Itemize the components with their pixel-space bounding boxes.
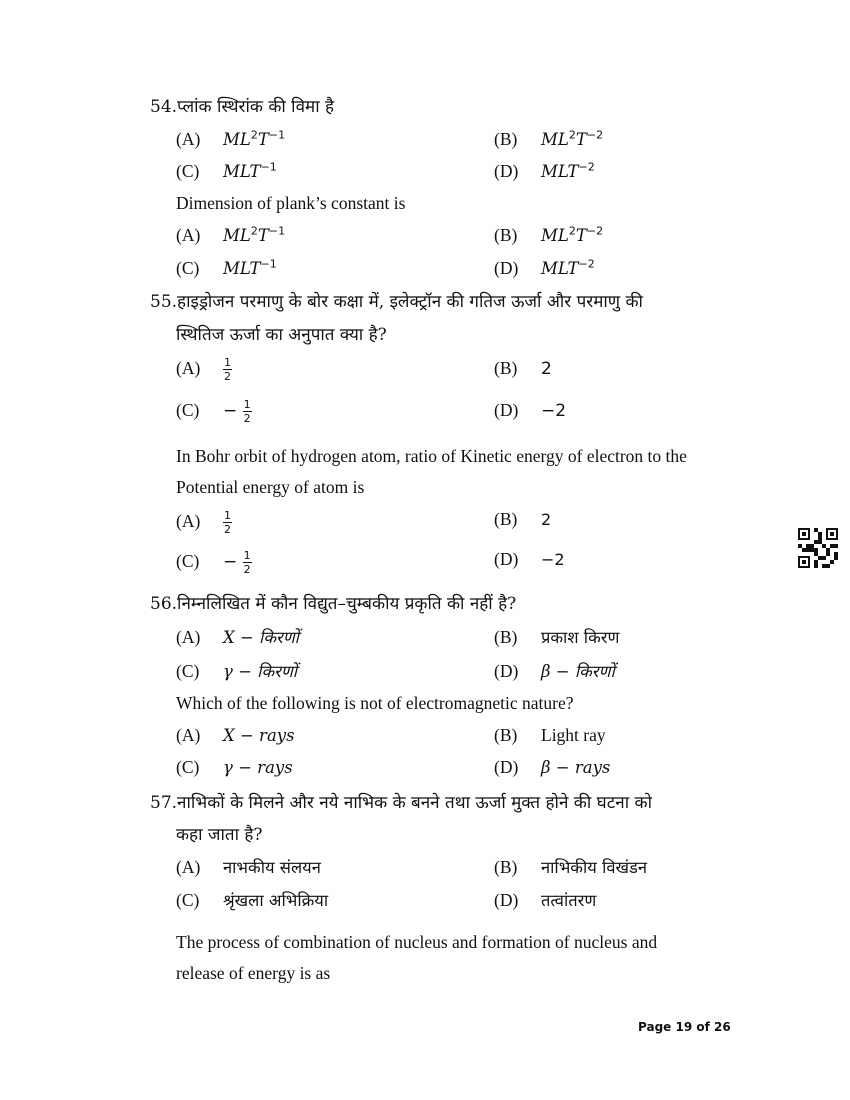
q57-english-line1: The process of combination of nucleus and formation of nucleus and — [176, 932, 658, 952]
q55-en-option-b: (B) 2 — [494, 509, 552, 529]
q54-hindi: 54.प्लांक स्थिरांक की विमा है — [150, 97, 335, 117]
q56-option-a: (A) X − किरणों — [176, 627, 299, 647]
q56-en-option-b: (B) Light ray — [494, 725, 606, 745]
q56-option-c: (C) γ − किरणों — [176, 661, 298, 681]
q57-option-d: (D) तत्वांतरण — [494, 890, 597, 910]
q55-option-a: (A) $\frac{1}{2}$ — [176, 356, 231, 383]
q56-en-option-c: (C) γ − rays — [176, 757, 293, 777]
q55-en-option-d: (D) −2 — [494, 549, 565, 569]
q55-english-line1: In Bohr orbit of hydrogen atom, ratio of Kinetic energy of electron to the — [176, 446, 687, 466]
q56-en-option-d: (D) β − rays — [494, 757, 611, 777]
q55-en-option-a: (A) $\frac{1}{2}$ — [176, 509, 231, 536]
q57-option-b: (B) नाभिकीय विखंडन — [494, 857, 647, 877]
q57-option-c: (C) श्रृंखला अभिक्रिया — [176, 890, 329, 910]
q54-option-d: (D) $MLT^{-2}$ — [494, 160, 595, 181]
q55-option-c: (C) − $\frac{1}{2}$ — [176, 398, 251, 425]
q56-hindi: 56.निम्नलिखित में कौन विद्युत–चुम्बकीय प्रकृति की नहीं है? — [150, 594, 517, 614]
q57-english-line2: release of energy is as — [176, 963, 331, 983]
q54-option-c: (C) $MLT^{-1}$ — [176, 160, 277, 181]
q57-hindi-line1: 57.नाभिकों के मिलने और नये नाभिक के बनने तथा ऊर्जा मुक्त होने की घटना को — [150, 793, 652, 813]
q55-english-line2: Potential energy of atom is — [176, 477, 365, 497]
q54-en-option-d: (D) $MLT^{-2}$ — [494, 257, 595, 278]
q54-option-a: (A) $ML^2T^{-1}$ — [176, 128, 286, 149]
q57-option-a: (A) नाभकीय संलयन — [176, 857, 321, 877]
q54-en-option-b: (B) $ML^2T^{-2}$ — [494, 224, 604, 245]
qr-code-icon — [798, 528, 838, 568]
q55-hindi-line2: स्थितिज ऊर्जा का अनुपात क्या है? — [176, 325, 387, 345]
q54-en-option-a: (A) $ML^2T^{-1}$ — [176, 224, 286, 245]
q56-option-b: (B) प्रकाश किरण — [494, 627, 620, 647]
q55-option-b: (B) 2 — [494, 358, 552, 379]
q54-en-option-c: (C) $MLT^{-1}$ — [176, 257, 277, 278]
q56-en-option-a: (A) X − rays — [176, 725, 295, 745]
q55-hindi-line1: 55.हाइड्रोजन परमाणु के बोर कक्षा में, इलेक्ट्रॉन की गतिज ऊर्जा और परमाणु की — [150, 292, 643, 312]
q54-option-b: (B) $ML^2T^{-2}$ — [494, 128, 604, 149]
q56-option-d: (D) β − किरणों — [494, 661, 615, 681]
page-number: Page 19 of 26 — [638, 1020, 731, 1034]
q54-english: Dimension of plank’s constant is — [176, 193, 406, 213]
q55-option-d: (D) −2 — [494, 400, 567, 421]
q55-en-option-c: (C) − $\frac{1}{2}$ — [176, 549, 251, 576]
q56-english: Which of the following is not of electromagnetic nature? — [176, 693, 574, 713]
q57-hindi-line2: कहा जाता है? — [176, 825, 263, 845]
